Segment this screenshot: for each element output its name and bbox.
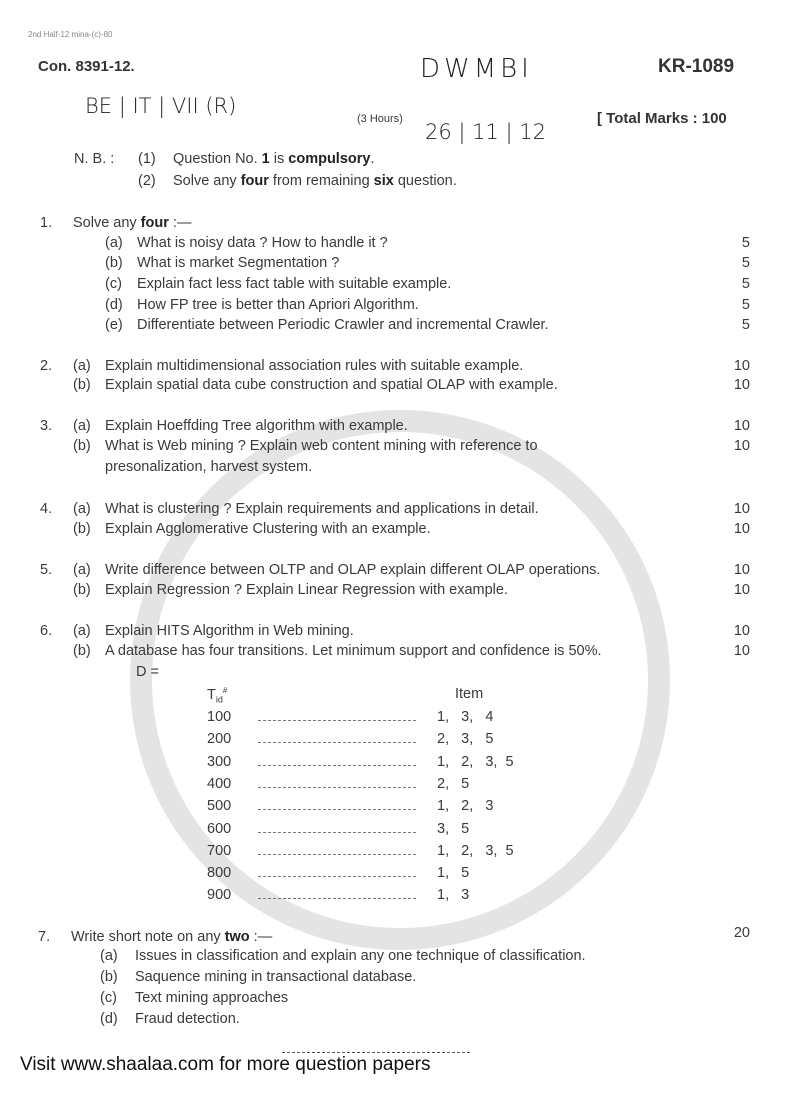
- question-marks: 20: [733, 925, 750, 941]
- items-cell: 1, 5: [437, 865, 470, 882]
- question-number: 5.: [40, 562, 53, 578]
- items-cell: 1, 2, 3, 5: [437, 842, 514, 859]
- nb-note: [173, 173, 457, 189]
- items-cell: 1, 2, 3, 5: [437, 753, 514, 770]
- part-label: (c): [100, 990, 117, 1006]
- items-cell: 1, 3: [437, 887, 470, 904]
- part-label: (b): [73, 377, 91, 393]
- nb-note-segment: four: [240, 173, 269, 189]
- part-label: (a): [105, 235, 123, 251]
- part-text: What is market Segmentation ?: [137, 255, 340, 271]
- handwritten-subject: DWMBI: [420, 54, 533, 84]
- part-text: What is clustering ? Explain requirements and applications in detail.: [105, 501, 539, 517]
- part-marks: 5: [741, 235, 750, 251]
- nb-label: N. B. :: [74, 151, 115, 167]
- part-marks: 5: [741, 297, 750, 313]
- dashed-leader: [258, 720, 416, 721]
- item-header: Item: [455, 686, 484, 702]
- part-label: (a): [73, 501, 91, 517]
- part-label: (b): [100, 969, 118, 985]
- tid-cell: 100: [207, 709, 232, 725]
- nb-note-segment: Question No.: [173, 151, 262, 167]
- part-text: Text mining approaches: [135, 990, 289, 1006]
- part-marks: 5: [741, 255, 750, 271]
- nb-note-number: (2): [138, 173, 156, 189]
- nb-note-segment: Solve any: [173, 173, 241, 189]
- part-label: (d): [100, 1011, 118, 1027]
- nb-note-segment: .: [370, 151, 375, 167]
- part-text: Explain multidimensional association rules with suitable example.: [105, 358, 524, 374]
- part-text: Fraud detection.: [135, 1011, 240, 1027]
- part-label: (b): [73, 582, 91, 598]
- part-label: (a): [73, 623, 91, 639]
- handwritten-date: 26 | 11 | 12: [425, 120, 547, 144]
- tid-cell: 700: [207, 842, 232, 859]
- tid-cell: 600: [207, 820, 232, 837]
- part-label: (a): [100, 948, 118, 964]
- part-label: (d): [105, 297, 123, 313]
- tid-header-t: T: [207, 686, 216, 703]
- footer-link-text: Visit www.shaalaa.com for more question papers: [20, 1054, 431, 1075]
- tid-subscript: id: [215, 694, 223, 705]
- part-label: (b): [73, 643, 91, 659]
- question-text: [71, 929, 272, 945]
- part-marks: 10: [733, 582, 750, 598]
- question-number: 2.: [40, 358, 53, 374]
- part-marks: 10: [733, 377, 750, 393]
- duration: (3 Hours): [357, 113, 403, 125]
- question-text-segment: four: [140, 215, 169, 231]
- part-text: Issues in classification and explain any one technique of classification.: [135, 948, 586, 964]
- part-marks: 10: [733, 501, 750, 517]
- question-text-segment: Write short note on any: [71, 929, 225, 945]
- part-text: Explain spatial data cube construction and spatial OLAP with example.: [105, 377, 558, 393]
- question-number: 4.: [40, 501, 53, 517]
- items-cell: 1, 3, 4: [437, 709, 494, 725]
- dashed-leader: [258, 876, 416, 877]
- dashed-leader: [258, 898, 416, 899]
- part-marks: 10: [733, 623, 750, 639]
- part-marks: 10: [733, 643, 750, 659]
- part-marks: 5: [741, 276, 750, 292]
- handwritten-course: BE | IT | VII (R): [85, 94, 237, 118]
- part-text: Write difference between OLTP and OLAP explain different OLAP operations.: [105, 562, 601, 578]
- part-marks: 10: [733, 438, 750, 454]
- items-cell: 2, 3, 5: [437, 731, 494, 748]
- items-cell: 2, 5: [437, 775, 470, 792]
- question-text-segment: :—: [168, 215, 192, 231]
- nb-note-segment: from remaining: [268, 173, 374, 189]
- question-number: 7.: [38, 929, 51, 945]
- question-text: [73, 215, 191, 231]
- question-number: 3.: [40, 418, 53, 434]
- dashed-leader: [258, 854, 416, 855]
- con-number: Con. 8391-12.: [38, 58, 135, 75]
- part-text: Explain Regression ? Explain Linear Regression with example.: [105, 582, 508, 598]
- part-label: (a): [73, 418, 91, 434]
- question-text-segment: Solve any: [73, 215, 141, 231]
- question-number: 1.: [40, 215, 53, 231]
- question-number: 6.: [40, 623, 53, 639]
- dashed-leader: [258, 742, 416, 743]
- part-label: (e): [105, 317, 123, 333]
- items-cell: 3, 5: [437, 820, 470, 837]
- table-d-label: D =: [136, 664, 159, 680]
- part-text: A database has four transitions. Let minimum support and confidence is 50%.: [105, 643, 602, 659]
- nb-note-segment: 1: [261, 151, 270, 167]
- nb-note-number: (1): [138, 151, 156, 167]
- tid-cell: 800: [207, 865, 232, 882]
- part-marks: 10: [733, 418, 750, 434]
- nb-note-segment: question.: [393, 173, 457, 189]
- nb-note-segment: six: [373, 173, 394, 189]
- tid-cell: 500: [207, 798, 232, 815]
- items-cell: 1, 2, 3: [437, 798, 494, 815]
- part-text: Explain Hoeffding Tree algorithm with example.: [105, 418, 408, 434]
- total-marks: [ Total Marks : 100: [597, 110, 727, 127]
- part-text: Differentiate between Periodic Crawler and incremental Crawler.: [137, 317, 549, 333]
- nb-note-segment: compulsory: [288, 151, 371, 167]
- print-code: 2nd Half-12 mina-(c)-80: [28, 30, 113, 39]
- tid-cell: 400: [207, 775, 232, 792]
- tid-superscript: #: [222, 686, 228, 695]
- dashed-leader: [258, 787, 416, 788]
- question-text-segment: two: [224, 929, 250, 945]
- paper-code: KR-1089: [658, 56, 735, 77]
- part-marks: 10: [733, 562, 750, 578]
- part-text: What is noisy data ? How to handle it ?: [137, 235, 388, 251]
- nb-note-segment: is: [269, 151, 289, 167]
- dashed-leader: [258, 809, 416, 810]
- part-text: Explain Agglomerative Clustering with an example.: [105, 521, 431, 537]
- part-text: Explain fact less fact table with suitable example.: [137, 276, 452, 292]
- dashed-leader: [258, 765, 416, 766]
- dashed-leader: [258, 832, 416, 833]
- footer-rule: [282, 1052, 470, 1053]
- part-label: (b): [73, 521, 91, 537]
- part-label: (c): [105, 276, 122, 292]
- part-text: Explain HITS Algorithm in Web mining.: [105, 623, 354, 639]
- part-label: (a): [73, 358, 91, 374]
- tid-cell: 300: [207, 753, 232, 770]
- part-text-continued: presonalization, harvest system.: [105, 459, 313, 475]
- part-text: Saquence mining in transactional database.: [135, 969, 417, 985]
- part-text: What is Web mining ? Explain web content mining with reference to: [105, 438, 538, 454]
- tid-header: [207, 686, 227, 705]
- nb-note: [173, 151, 375, 167]
- part-label: (b): [73, 438, 91, 454]
- tid-cell: 200: [207, 731, 232, 748]
- part-marks: 10: [733, 358, 750, 374]
- part-marks: 5: [741, 317, 750, 333]
- tid-cell: 900: [207, 887, 232, 904]
- question-text-segment: :—: [249, 929, 273, 945]
- part-label: (a): [73, 562, 91, 578]
- part-marks: 10: [733, 521, 750, 537]
- part-text: How FP tree is better than Apriori Algorithm.: [137, 297, 419, 313]
- part-label: (b): [105, 255, 123, 271]
